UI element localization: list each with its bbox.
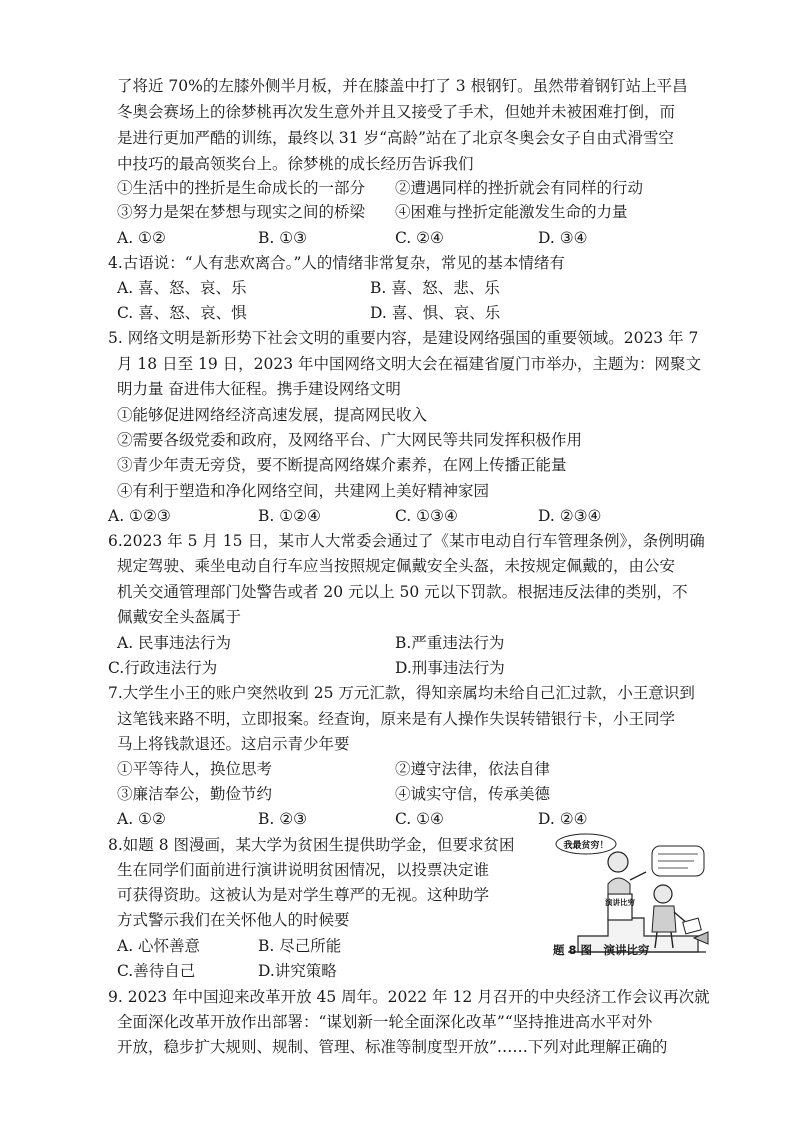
q7-line-1: 7.大学生小王的账户突然收到 25 万元汇款，得知亲属均未给自己汇过款，小王意识到	[108, 684, 695, 702]
q6-option-a[interactable]: A. 民事违法行为	[117, 634, 232, 652]
q6-line-2: 规定驾驶、乘坐电动自行车应当按照规定佩戴安全头盔，未按规定佩戴的，由公安	[117, 557, 676, 575]
q6-option-c[interactable]: C.行政违法行为	[108, 659, 218, 677]
q3-line-4: 中技巧的最高领奖台上。徐梦桃的成长经历告诉我们	[117, 155, 474, 173]
q8-cartoon-figure	[548, 832, 710, 960]
speaker-body	[608, 878, 630, 894]
q8-line-4: 方式警示我们在关怀他人的时候要	[117, 911, 350, 929]
q6-line-1: 6.2023 年 5 月 15 日，某市人大常委会通过了《某市电动自行车管理条例》，条例明确	[108, 532, 705, 550]
speech-bubble-text: 我最贫穷！	[563, 841, 609, 851]
student-body	[652, 906, 676, 932]
q7-statement-3: ③廉洁奉公，勤俭节约	[117, 785, 273, 803]
q3-option-a[interactable]: A. ①②	[117, 229, 166, 247]
q6-option-b[interactable]: B.严重违法行为	[395, 634, 505, 652]
q7-line-3: 马上将钱款退还。这启示青少年要	[117, 735, 350, 753]
q7-statement-1: ①平等待人，换位思考	[117, 760, 273, 778]
q3-line-2: 冬奥会赛场上的徐梦桃再次发生意外并且又接受了手术，但她并未被困难打倒，而	[117, 103, 676, 121]
q7-statement-2: ②遵守法律，依法自律	[395, 760, 551, 778]
q3-line-3: 是进行更加严酷的训练，最终以 31 岁“高龄”站在了北京冬奥会女子自由式滑雪空	[117, 129, 674, 147]
q5-statement-1: ①能够促进网络经济高速发展，提高网民收入	[117, 406, 428, 424]
q8-figure-caption: 题 8 图 演讲比穷	[553, 943, 650, 957]
student-head	[654, 885, 672, 903]
q7-line-2: 这笔钱来路不明，立即报案。经查询，原来是有人操作失误转错银行卡，小王同学	[117, 710, 676, 728]
q9-line-2: 全面深化改革开放作出部署：“谋划新一轮全面深化改革”“坚持推进高水平对外	[117, 1013, 653, 1031]
speaker-head	[608, 852, 628, 872]
q4-stem: 4.古语说：“人有悲欢离合。”人的情绪非常复杂，常见的基本情绪有	[108, 254, 565, 272]
q8-line-2: 生在同学们面前进行演讲说明贫困情况，以投票决定谁	[117, 861, 490, 879]
q8-option-d[interactable]: D.讲究策略	[258, 962, 337, 980]
q7-option-a[interactable]: A. ①②	[117, 810, 166, 828]
q3-statement-1: ①生活中的挫折是生命成长的一部分	[117, 179, 366, 197]
q8-option-a[interactable]: A. 心怀善意	[117, 937, 201, 955]
q6-line-3: 机关交通管理部门处警告或者 20 元以上 50 元以下罚款。根据违反法律的类别，不	[117, 583, 688, 601]
paper-sheet	[683, 918, 702, 934]
q5-line-1: 5. 网络文明是新形势下社会文明的重要内容，是建设网络强国的重要领域。2023 年 7	[108, 329, 699, 347]
q4-option-a[interactable]: A. 喜、怒、哀、乐	[117, 279, 247, 297]
q4-option-d[interactable]: D. 喜、惧、哀、乐	[370, 304, 501, 322]
q6-option-d[interactable]: D.刑事违法行为	[395, 659, 505, 677]
q4-option-b[interactable]: B. 喜、怒、悲、乐	[370, 279, 500, 297]
q8-option-b[interactable]: B. 尽己所能	[258, 937, 342, 955]
q3-option-c[interactable]: C. ②④	[395, 229, 444, 247]
q3-statement-3: ③努力是架在梦想与现实之间的桥梁	[117, 203, 366, 221]
q3-option-d[interactable]: D. ③④	[538, 229, 588, 247]
q7-statement-4: ④诚实守信，传承美德	[395, 785, 551, 803]
q5-statement-4: ④有利于塑造和净化网络空间，共建网上美好精神家园	[117, 482, 490, 500]
q8-option-c[interactable]: C.善待自己	[117, 962, 196, 980]
q8-line-3: 可获得资助。这被认为是对学生尊严的无视。这种助学	[117, 886, 490, 904]
q5-line-3: 明力量 奋进伟大征程。携手建设网络文明	[117, 380, 401, 398]
q5-statement-2: ②需要各级党委和政府，及网络平台、广大网民等共同发挥积极作用	[117, 431, 583, 449]
q8-line-1: 8.如题 8 图漫画，某大学为贫困生提供助学金，但要求贫困	[108, 836, 515, 854]
q3-statement-4: ④困难与挫折定能激发生命的力量	[395, 203, 628, 221]
q3-line-1: 了将近 70%的左膝外侧半月板，并在膝盖中打了 3 根钢钉。虽然带着钢钉站上平昌	[117, 77, 688, 95]
q7-option-c[interactable]: C. ①④	[395, 810, 444, 828]
q3-statement-2: ②遭遇同样的挫折就会有同样的行动	[395, 179, 644, 197]
q9-line-1: 9. 2023 年中国迎来改革开放 45 周年。2022 年 12 月召开的中央经济工作会议再次就	[108, 988, 710, 1006]
q9-line-3: 开放，稳步扩大规则、规制、管理、标准等制度型开放”……下列对此理解正确的	[117, 1038, 668, 1056]
q5-statement-3: ③青少年责无旁贷，要不断提高网络媒介素养，在网上传播正能量	[117, 456, 567, 474]
q7-option-b[interactable]: B. ②③	[258, 810, 308, 828]
q5-option-c[interactable]: C. ①③④	[395, 507, 458, 525]
q5-line-2: 月 18 日至 19 日，2023 年中国网络文明大会在福建省厦门市举办，主题为：网聚文	[117, 355, 702, 373]
q3-option-b[interactable]: B. ①③	[258, 229, 308, 247]
q4-option-c[interactable]: C. 喜、怒、哀、惧	[117, 304, 247, 322]
lectern-sign-text: 演讲比穷	[605, 898, 635, 907]
q6-line-4: 佩戴安全头盔属于	[117, 608, 242, 626]
q7-option-d[interactable]: D. ②④	[538, 810, 588, 828]
q5-option-a[interactable]: A. ①②③	[108, 507, 171, 525]
q5-option-b[interactable]: B. ①②④	[258, 507, 321, 525]
q5-option-d[interactable]: D. ②③④	[538, 507, 602, 525]
